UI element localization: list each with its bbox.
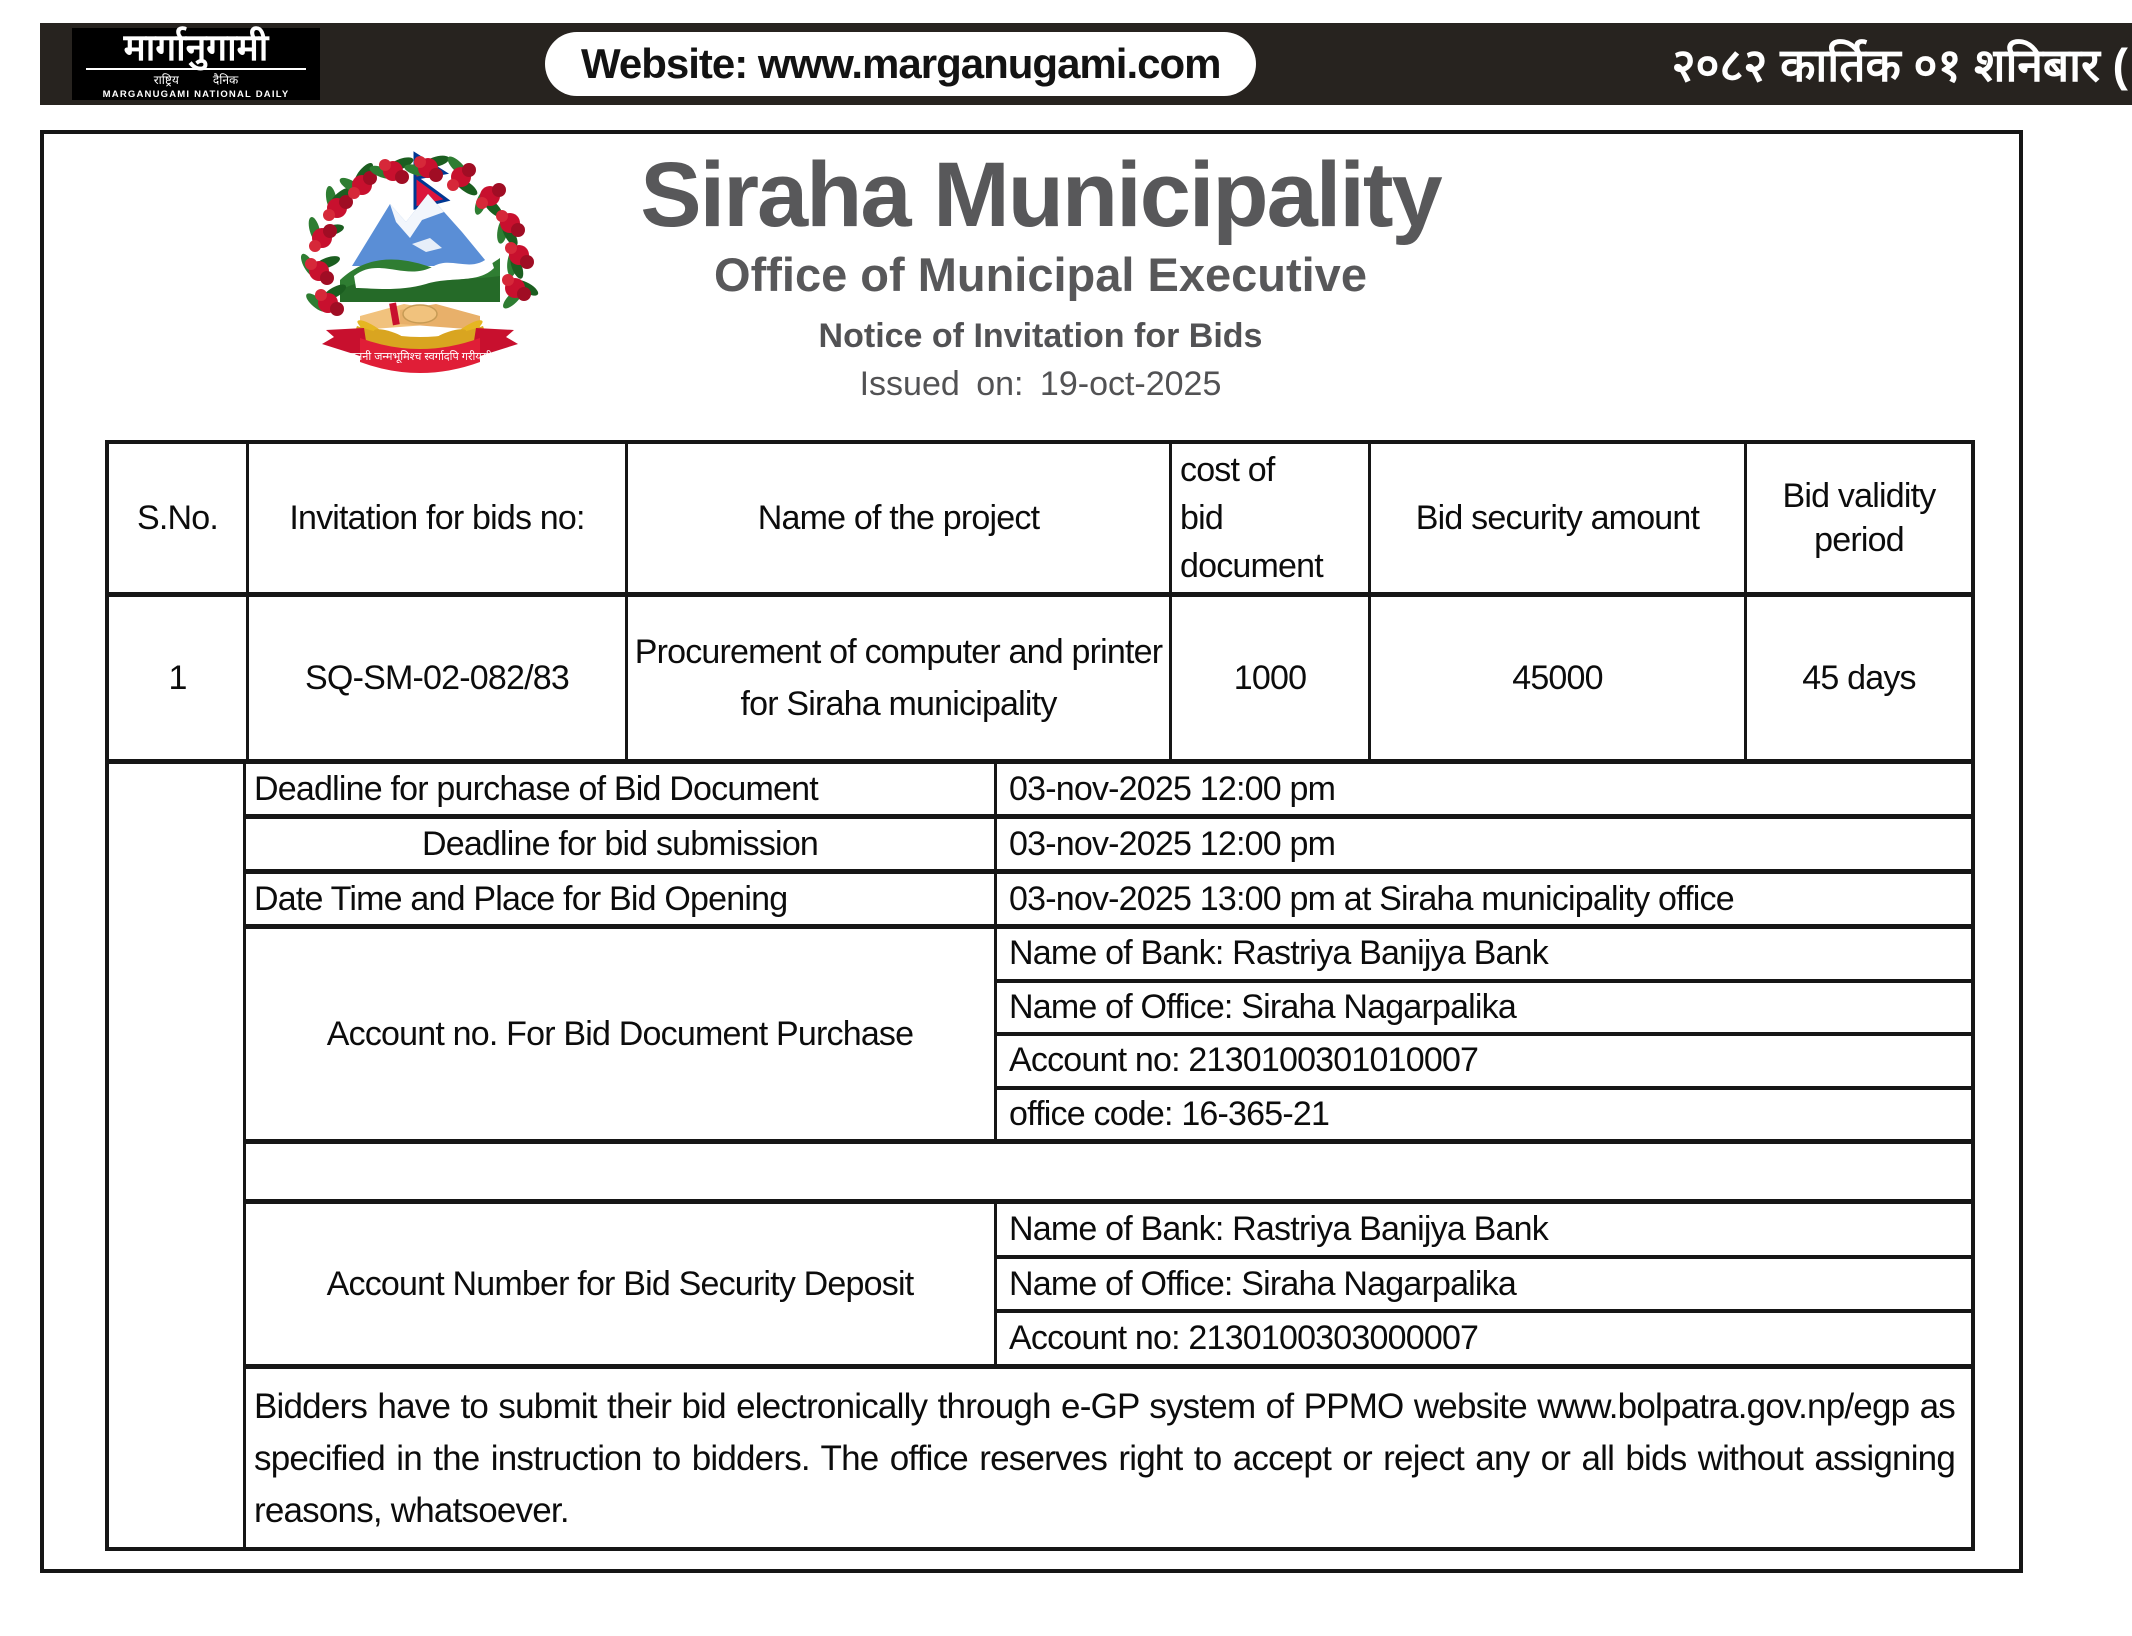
purchase-account-label: Account no. For Bid Document Purchase: [246, 929, 997, 1139]
account-number-row: Account no: 2130100301010007: [997, 1036, 1971, 1090]
sno-spacer-cell: [109, 764, 246, 1547]
notice-document: [40, 130, 2023, 1573]
notice-header: [44, 144, 2019, 404]
bank-name-row: Name of Bank: Rastriya Banijya Bank: [997, 1204, 1971, 1259]
newspaper-logo: [72, 28, 320, 100]
header-validity: Bid validity period: [1782, 477, 1936, 559]
office-name-row: Name of Office: Siraha Nagarpalika: [997, 1259, 1971, 1314]
table-header-row: [109, 444, 1971, 597]
empty-separator-row: [246, 1144, 1971, 1204]
detail-label: Date Time and Place for Bid Opening: [246, 874, 997, 924]
masthead-bar: [40, 23, 2132, 105]
cell-cost: 1000: [1172, 597, 1371, 759]
table-lower-section: [109, 764, 1971, 1547]
header-bid-no: Invitation for bids no:: [249, 444, 628, 592]
bid-table: [105, 440, 1975, 1551]
logo-subtitle-left: राष्ट्रिय: [153, 72, 179, 87]
office-code-row: office code: 16-365-21: [1009, 1094, 1330, 1133]
issued-date: Issued on: 19-oct-2025: [859, 365, 1222, 404]
purchase-account-block: [246, 929, 1971, 1144]
footer-note: Bidders have to submit their bid electronically through e-GP system of PPMO website www.bolpatra.gov.np/egp as specified in the instruction to bidders. The office reserves right to accept or reject any or all bids without assigning reasons, whatsoever.: [254, 1387, 1955, 1530]
website-label: Website: www.marganugami.com: [545, 32, 1256, 96]
detail-row-purchase-deadline: [246, 764, 1971, 819]
cell-validity: 45 days: [1802, 659, 1916, 697]
detail-row-bid-opening: [246, 874, 1971, 929]
cell-sno: 1: [109, 597, 249, 759]
table-data-row: [109, 597, 1971, 764]
detail-label: Deadline for purchase of Bid Document: [246, 764, 997, 814]
cell-security: 45000: [1371, 597, 1747, 759]
logo-subtitle-right: दैनिक: [212, 72, 239, 87]
detail-row-submission-deadline: [246, 819, 1971, 874]
detail-value: 03-nov-2025 13:00 pm at Siraha municipality office: [1009, 880, 1734, 918]
detail-value: 03-nov-2025 12:00 pm: [1009, 825, 1336, 863]
notice-heading: Notice of Invitation for Bids: [818, 317, 1263, 356]
header-project: Name of the project: [628, 444, 1172, 592]
page-title: Siraha Municipality: [640, 144, 1441, 246]
nepali-date-label: २०८२ कार्तिक ०१ शनिबार (: [1671, 39, 2128, 91]
header-security: Bid security amount: [1371, 444, 1747, 592]
emblem-motto: जननी जन्मभूमिश्च स्वर्गादपि गरीयसी: [347, 351, 493, 363]
account-number-row: Account no: 2130100303000007: [1009, 1319, 1479, 1358]
security-account-label: Account Number for Bid Security Deposit: [246, 1204, 997, 1364]
detail-value: 03-nov-2025 12:00 pm: [1009, 770, 1336, 808]
office-name-row: Name of Office: Siraha Nagarpalika: [997, 983, 1971, 1037]
newspaper-logo-title: मार्गानुगामी: [86, 29, 306, 70]
cell-project: Procurement of computer and printer for Siraha municipality: [628, 597, 1172, 759]
newspaper-logo-subtitle: [72, 71, 320, 88]
office-subtitle: Office of Municipal Executive: [714, 248, 1367, 302]
bank-name-row: Name of Bank: Rastriya Banijya Bank: [997, 929, 1971, 983]
newspaper-logo-tagline: MARGANUGAMI NATIONAL DAILY: [102, 88, 290, 100]
detail-label: Deadline for bid submission: [246, 819, 997, 869]
cell-bid-no: SQ-SM-02-082/83: [249, 597, 628, 759]
security-account-block: [246, 1204, 1971, 1369]
header-sno: S.No.: [109, 444, 249, 592]
header-cost: cost of bid document: [1172, 444, 1371, 592]
